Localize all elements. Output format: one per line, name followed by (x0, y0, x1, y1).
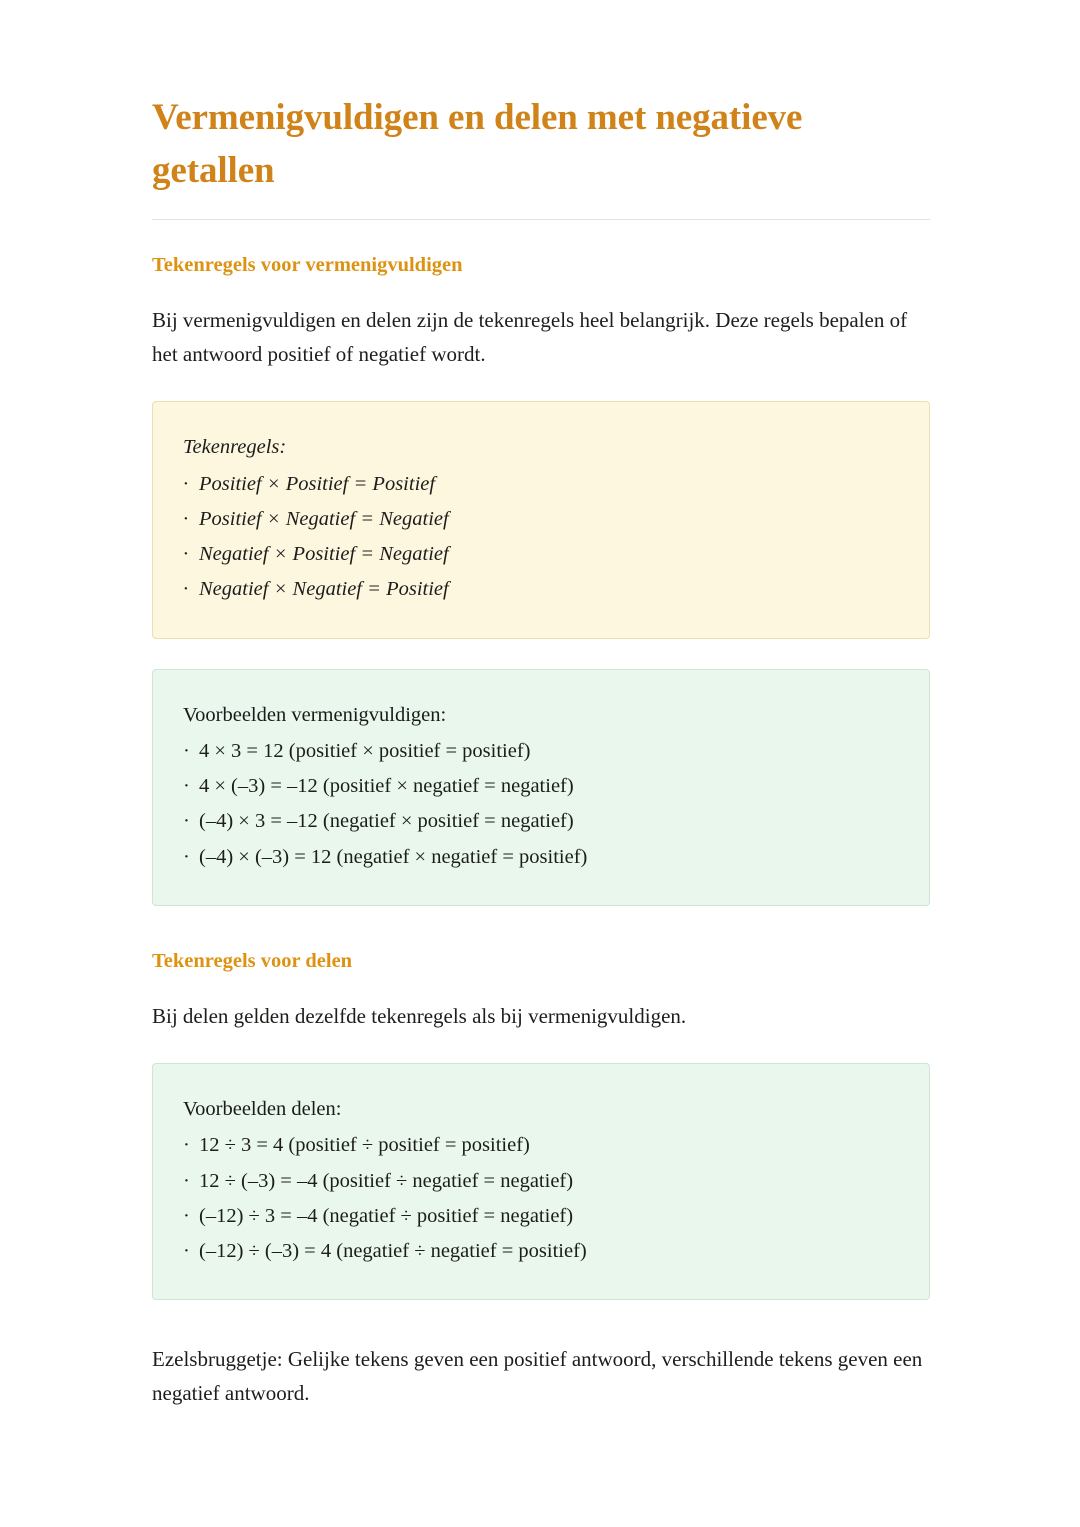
list-bullet-icon: · (183, 1240, 190, 1263)
sign-rules-item-text: Negatief × Negatief = Positief (199, 578, 449, 601)
sign-rules-item (183, 537, 899, 572)
list-bullet-icon: · (183, 472, 189, 495)
sign-rules-item-text: Negatief × Positief = Negatief (199, 543, 449, 566)
list-bullet-icon: · (183, 739, 190, 762)
multiplication-example-text: (–4) × 3 = –12 (negatief × positief = negatief) (199, 810, 574, 833)
division-example-text: (–12) ÷ (–3) = 4 (negatief ÷ negatief = positief) (199, 1240, 587, 1263)
division-example-item (183, 1234, 899, 1269)
division-example-item (183, 1164, 899, 1199)
multiplication-example-text: (–4) × (–3) = 12 (negatief × negatief = positief) (199, 845, 588, 868)
division-examples-title: Voorbeelden delen: (183, 1097, 342, 1120)
list-bullet-icon: · (183, 543, 189, 566)
multiplication-example-text: 4 × 3 = 12 (positief × positief = positief) (199, 739, 531, 762)
section-heading-multiplication: Tekenregels voor vermenigvuldigen (152, 254, 463, 277)
list-bullet-icon: · (183, 1204, 190, 1227)
section-paragraph-multiplication: Bij vermenigvuldigen en delen zijn de tekenregels heel belangrijk. Deze regels bepalen of het antwoord positief of negatief wordt. (152, 308, 908, 367)
multiplication-example-item (183, 804, 899, 839)
multiplication-example-item (183, 769, 899, 804)
title-divider (152, 219, 930, 220)
list-bullet-icon: · (183, 810, 190, 833)
list-bullet-icon: · (183, 507, 189, 530)
list-bullet-icon: · (183, 1134, 190, 1157)
division-example-text: 12 ÷ 3 = 4 (positief ÷ positief = positief) (199, 1134, 530, 1157)
list-bullet-icon: · (183, 1169, 190, 1192)
sign-rules-item (183, 572, 899, 607)
list-bullet-icon: · (183, 775, 190, 798)
sign-rules-item (183, 502, 899, 537)
section-heading-division: Tekenregels voor delen (152, 949, 353, 972)
section-paragraph-division: Bij delen gelden dezelfde tekenregels als bij vermenigvuldigen. (152, 1003, 687, 1028)
sign-rules-title: Tekenregels: (183, 436, 287, 459)
multiplication-examples-title: Voorbeelden vermenigvuldigen: (183, 703, 447, 726)
division-example-text: (–12) ÷ 3 = –4 (negatief ÷ positief = negatief) (199, 1204, 574, 1227)
sign-rules-callout (152, 401, 930, 638)
multiplication-example-item (183, 734, 899, 769)
sign-rules-item-text: Positief × Negatief = Negatief (199, 507, 449, 530)
division-example-item (183, 1128, 899, 1163)
list-bullet-icon: · (183, 578, 189, 601)
division-example-item (183, 1199, 899, 1234)
sign-rules-item (183, 467, 899, 502)
page-title: Vermenigvuldigen en delen met negatieve getallen (152, 97, 803, 191)
sign-rules-item-text: Positief × Positief = Positief (199, 472, 436, 495)
closing-paragraph: Ezelsbruggetje: Gelijke tekens geven een positief antwoord, verschillende tekens geven een negatief antwoord. (152, 1347, 923, 1406)
multiplication-examples-callout (152, 669, 930, 906)
multiplication-example-text: 4 × (–3) = –12 (positief × negatief = negatief) (199, 775, 574, 798)
division-example-text: 12 ÷ (–3) = –4 (positief ÷ negatief = negatief) (199, 1169, 574, 1192)
multiplication-example-item (183, 840, 899, 875)
division-examples-callout (152, 1063, 930, 1300)
list-bullet-icon: · (183, 845, 190, 868)
